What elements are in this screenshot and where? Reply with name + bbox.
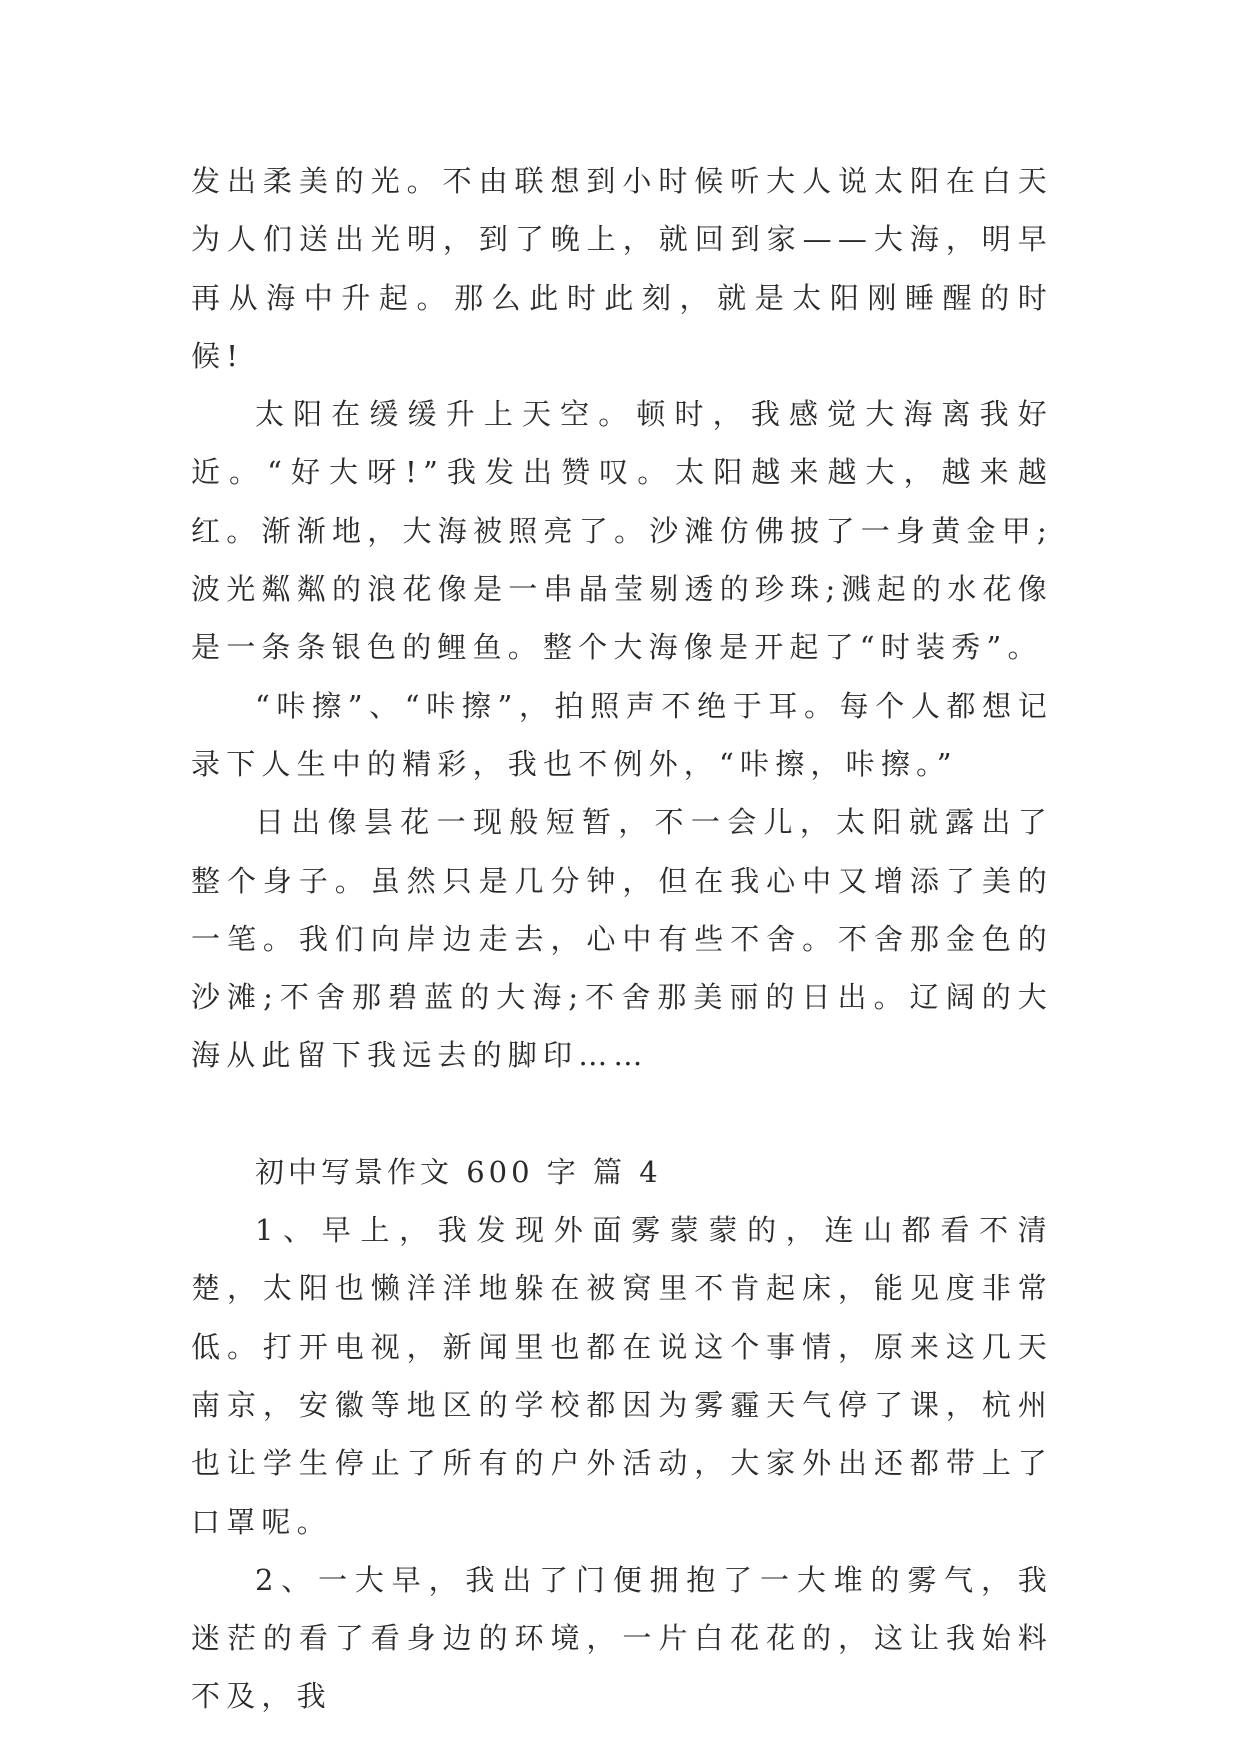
paragraph-fog-morning: 1、早上，我发现外面雾蒙蒙的，连山都看不清楚，太阳也懒洋洋地躲在被窝里不肯起床，能见度非常低。打开电视，新闻里也都在说这个事情，原来这几天南京，安徽等地区的学校都因为雾霾天气停了课，杭州也让学生停止了所有的户外活动，大家外出还都带上了口罩呢。 <box>191 1213 1053 1539</box>
article-body <box>191 152 1053 1726</box>
paragraph-sun-rising: 太阳在缓缓升上天空。顿时，我感觉大海离我好近。“好大呀!”我发出赞叹。太阳越来越大，越来越红。渐渐地，大海被照亮了。沙滩仿佛披了一身黄金甲;波光粼粼的浪花像是一串晶莹剔透的珍珠;溅起的水花像是一条条银色的鲤鱼。整个大海像是开起了“时装秀”。 <box>191 397 1053 665</box>
paragraph-camera-clicks: “咔擦”、“咔擦”，拍照声不绝于耳。每个人都想记录下人生中的精彩，我也不例外，“咔擦，咔擦。” <box>191 688 1053 781</box>
paragraph-fog-outside: 2、一大早，我出了门便拥抱了一大堆的雾气，我迷茫的看了看身边的环境，一片白花花的，这让我始料不及，我 <box>191 1562 1053 1714</box>
paragraph-sunrise-continued: 发出柔美的光。不由联想到小时候听大人说太阳在白天为人们送出光明，到了晚上，就回到家——大海，明早再从海中升起。那么此时此刻，就是太阳刚睡醒的时候! <box>191 164 1053 373</box>
section-title: 初中写景作文 600 字 篇 4 <box>255 1154 662 1189</box>
paragraph-sunrise-ending: 日出像昙花一现般短暂，不一会儿，太阳就露出了整个身子。虽然只是几分钟，但在我心中又增添了美的一笔。我们向岸边走去，心中有些不舍。不舍那金色的沙滩;不舍那碧蓝的大海;不舍那美丽的日出。辽阔的大海从此留下我远去的脚印…… <box>191 805 1053 1073</box>
